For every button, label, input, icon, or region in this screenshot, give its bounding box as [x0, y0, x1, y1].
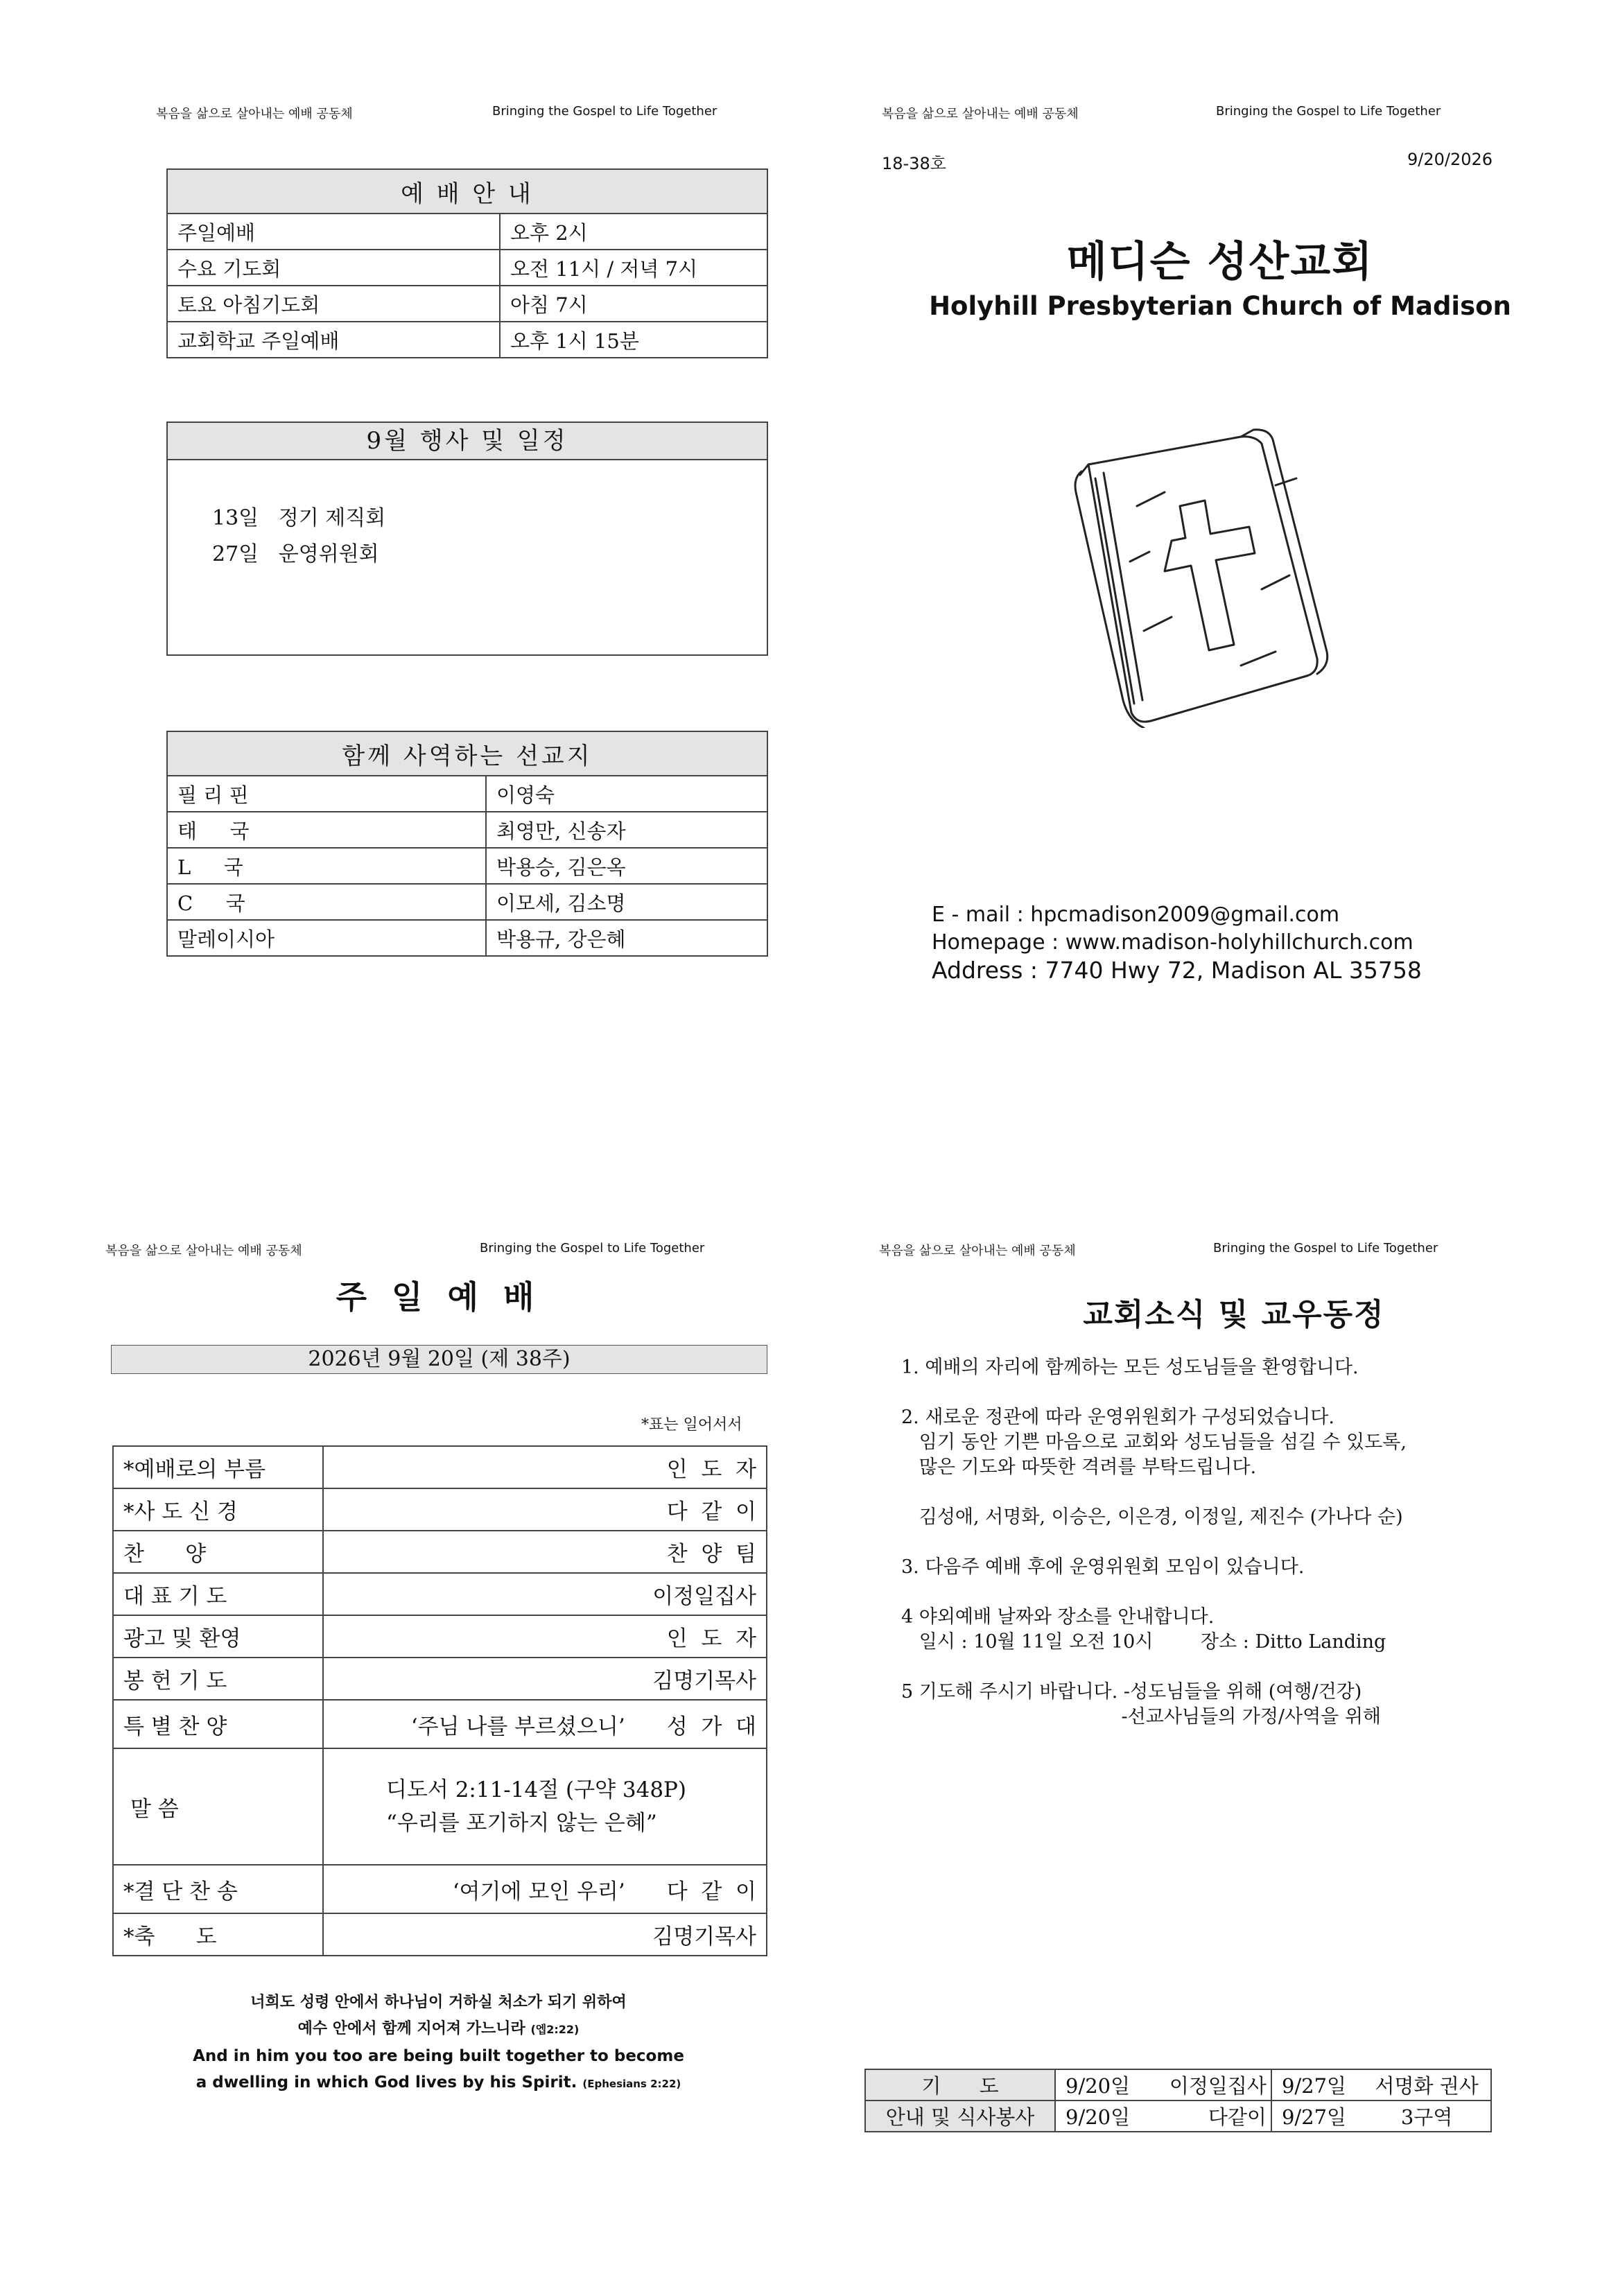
order-leader: 김명기목사	[652, 1669, 756, 1694]
duty-person: 3구역	[1363, 2101, 1491, 2132]
order-item: 봉 헌 기 도	[113, 1658, 323, 1700]
news-line: 많은 기도와 따뜻한 격려를 부탁드립니다.	[901, 1456, 1257, 1478]
mission-country: 필 리 핀	[167, 776, 486, 812]
order-item: 특 별 찬 양	[113, 1700, 323, 1748]
order-leader: 인 도 자	[666, 1457, 756, 1482]
duty-row	[865, 2069, 1491, 2101]
verse-en-1: And in him you too are being built together to become	[193, 2047, 684, 2065]
event-text: 정기 제직회	[278, 506, 386, 530]
verse-en-2: a dwelling in which God lives by his Spirit.	[195, 2073, 577, 2091]
order-item: 광고 및 환영	[113, 1615, 323, 1658]
order-row	[113, 1913, 767, 1956]
header-tagline-ko: 복음을 삶으로 살아내는 예배 공동체	[156, 107, 353, 121]
missionaries: 이영숙	[486, 776, 767, 812]
order-row	[113, 1446, 767, 1488]
order-row	[113, 1658, 767, 1700]
contact-address: Address : 7740 Hwy 72, Madison AL 35758	[932, 957, 1422, 984]
order-leader: 찬 양 팀	[666, 1542, 756, 1567]
news-line: 5 기도해 주시기 바랍니다. -성도님들을 위해 (여행/건강)	[901, 1681, 1362, 1703]
worship-row	[167, 322, 767, 358]
worship-row	[167, 250, 767, 286]
event-day: 13일	[212, 506, 259, 530]
order-leader: 이정일집사	[652, 1584, 756, 1609]
mission-country: L 국	[167, 848, 486, 884]
missionaries: 박용승, 김은옥	[486, 848, 767, 884]
mission-country: 말레이시아	[167, 920, 486, 956]
news-line: 김성애, 서명화, 이승은, 이은경, 이정일, 제진수 (가나다 순)	[901, 1506, 1403, 1528]
service-name: 토요 아침기도회	[167, 286, 500, 322]
service-time: 오전 11시 / 저녁 7시	[500, 250, 767, 286]
news-line: 3. 다음주 예배 후에 운영위원회 모임이 있습니다.	[901, 1556, 1305, 1578]
service-date-bar: 2026년 9월 20일 (제 38주)	[111, 1345, 767, 1374]
news-line: -선교사님들의 가정/사역을 위해	[901, 1706, 1382, 1728]
service-time: 아침 7시	[500, 286, 767, 322]
duty-row	[865, 2101, 1491, 2132]
standing-note: *표는 일어서서	[641, 1416, 742, 1434]
mission-row	[167, 848, 767, 884]
order-row	[113, 1488, 767, 1531]
issue-number: 18-38호	[882, 154, 946, 173]
duty-person: 서명화 권사	[1363, 2069, 1491, 2101]
news-line: 임기 동안 기쁜 마음으로 교회와 성도님들을 섬길 수 있도록,	[901, 1432, 1407, 1453]
verse-ko-ref: (엡2:22)	[530, 2023, 580, 2036]
contact-homepage[interactable]: Homepage : www.madison-holyhillchurch.com	[932, 930, 1413, 955]
events-box	[166, 421, 768, 656]
order-item: *축 도	[113, 1913, 323, 1956]
order-row	[113, 1531, 767, 1573]
events-title: 9월 행사 및 일정	[168, 423, 767, 460]
event-text: 운영위원회	[278, 542, 379, 566]
header-tagline-ko: 복음을 삶으로 살아내는 예배 공동체	[882, 107, 1079, 121]
duty-role: 기 도	[865, 2069, 1055, 2101]
order-item: 찬 양	[113, 1531, 323, 1573]
mission-country: C 국	[167, 884, 486, 920]
duty-date: 9/20일	[1055, 2069, 1147, 2101]
order-leader: 다 같 이	[666, 1879, 756, 1904]
order-row	[113, 1615, 767, 1658]
bible-cross-icon	[1068, 423, 1331, 728]
event-day: 27일	[212, 542, 259, 566]
mission-row	[167, 920, 767, 956]
duty-date: 9/20일	[1055, 2101, 1147, 2132]
service-time: 오후 2시	[500, 214, 767, 250]
news-item	[901, 1355, 1407, 1380]
bible-verse	[111, 1990, 766, 2097]
header-tagline-en: Bringing the Gospel to Life Together	[1213, 1241, 1438, 1255]
news-title: 교회소식 및 교우동정	[1083, 1297, 1385, 1332]
news-item	[901, 1605, 1407, 1655]
news-item	[901, 1405, 1407, 1530]
news-line	[901, 1480, 1407, 1505]
duty-person: 이정일집사	[1147, 2069, 1271, 2101]
order-item: *결 단 찬 송	[113, 1865, 323, 1913]
worship-row	[167, 286, 767, 322]
duty-date: 9/27일	[1271, 2101, 1363, 2132]
duty-person: 다같이	[1147, 2101, 1271, 2132]
order-item: *사 도 신 경	[113, 1488, 323, 1531]
church-name-en: Holyhill Presbyterian Church of Madison	[929, 291, 1511, 321]
verse-ko-2: 예수 안에서 함께 지어져 가느니라	[297, 2020, 525, 2037]
contact-email[interactable]: E - mail : hpcmadison2009@gmail.com	[932, 903, 1340, 927]
service-name: 수요 기도회	[167, 250, 500, 286]
order-of-worship	[112, 1445, 767, 1956]
service-title: 주 일 예 배	[336, 1278, 541, 1316]
sermon-passage: 디도서 2:11-14절 (구약 348P)	[386, 1777, 686, 1802]
header-tagline-ko: 복음을 삶으로 살아내는 예배 공동체	[879, 1244, 1076, 1258]
verse-en-ref: (Ephesians 2:22)	[582, 2078, 681, 2090]
news-line: 일시 : 10월 11일 오전 10시 장소 : Ditto Landing	[901, 1631, 1386, 1653]
worship-row	[167, 214, 767, 250]
order-row-sermon	[113, 1748, 767, 1865]
mission-row	[167, 776, 767, 812]
worship-info-title: 예 배 안 내	[167, 169, 767, 214]
service-name: 교회학교 주일예배	[167, 322, 500, 358]
mission-country: 태 국	[167, 812, 486, 848]
missions-table	[166, 731, 768, 957]
service-name: 주일예배	[167, 214, 500, 250]
sermon-label: 말 씀	[113, 1748, 323, 1865]
header-tagline-en: Bringing the Gospel to Life Together	[1216, 104, 1441, 119]
missionaries: 이모세, 김소명	[486, 884, 767, 920]
order-item: 대 표 기 도	[113, 1573, 323, 1615]
verse-ko-1: 너희도 성령 안에서 하나님이 거하실 처소가 되기 위하여	[250, 1994, 627, 2011]
order-leader: 다 같 이	[666, 1499, 756, 1524]
news-item	[901, 1555, 1407, 1580]
event-item	[212, 537, 767, 573]
event-item	[212, 501, 767, 537]
order-detail: ‘여기에 모인 우리’	[452, 1879, 625, 1904]
events-list	[168, 460, 767, 573]
news-line: 4 야외예배 날짜와 장소를 안내합니다.	[901, 1606, 1215, 1628]
order-leader: 성 가 대	[666, 1714, 756, 1739]
header-tagline-en: Bringing the Gospel to Life Together	[492, 104, 717, 119]
church-name-ko: 메디슨 성산교회	[1066, 238, 1374, 286]
worship-info-table	[166, 168, 768, 358]
header-tagline-en: Bringing the Gospel to Life Together	[480, 1241, 705, 1255]
mission-row	[167, 812, 767, 848]
duty-table	[864, 2069, 1492, 2132]
contact-block	[932, 901, 1422, 984]
order-leader: 김명기목사	[652, 1924, 756, 1949]
service-time: 오후 1시 15분	[500, 322, 767, 358]
news-list	[901, 1355, 1407, 1755]
order-row	[113, 1700, 767, 1748]
order-row	[113, 1573, 767, 1615]
sermon-title: “우리를 포기하지 않는 은혜”	[386, 1811, 657, 1836]
duty-role: 안내 및 식사봉사	[865, 2101, 1055, 2132]
order-detail: ‘주님 나를 부르셨으니’	[410, 1714, 625, 1739]
order-row	[113, 1865, 767, 1913]
order-leader: 인 도 자	[666, 1626, 756, 1651]
missionaries: 박용규, 강은혜	[486, 920, 767, 956]
header-tagline-ko: 복음을 삶으로 살아내는 예배 공동체	[105, 1244, 302, 1258]
mission-row	[167, 884, 767, 920]
news-item	[901, 1680, 1407, 1730]
missions-title: 함께 사역하는 선교지	[167, 731, 767, 776]
news-line: 1. 예배의 자리에 함께하는 모든 성도님들을 환영합니다.	[901, 1357, 1359, 1378]
order-item: *예배로의 부름	[113, 1446, 323, 1488]
missionaries: 최영만, 신송자	[486, 812, 767, 848]
issue-date: 9/20/2026	[1407, 150, 1493, 169]
news-line: 2. 새로운 정관에 따라 운영위원회가 구성되었습니다.	[901, 1407, 1334, 1428]
duty-date: 9/27일	[1271, 2069, 1363, 2101]
